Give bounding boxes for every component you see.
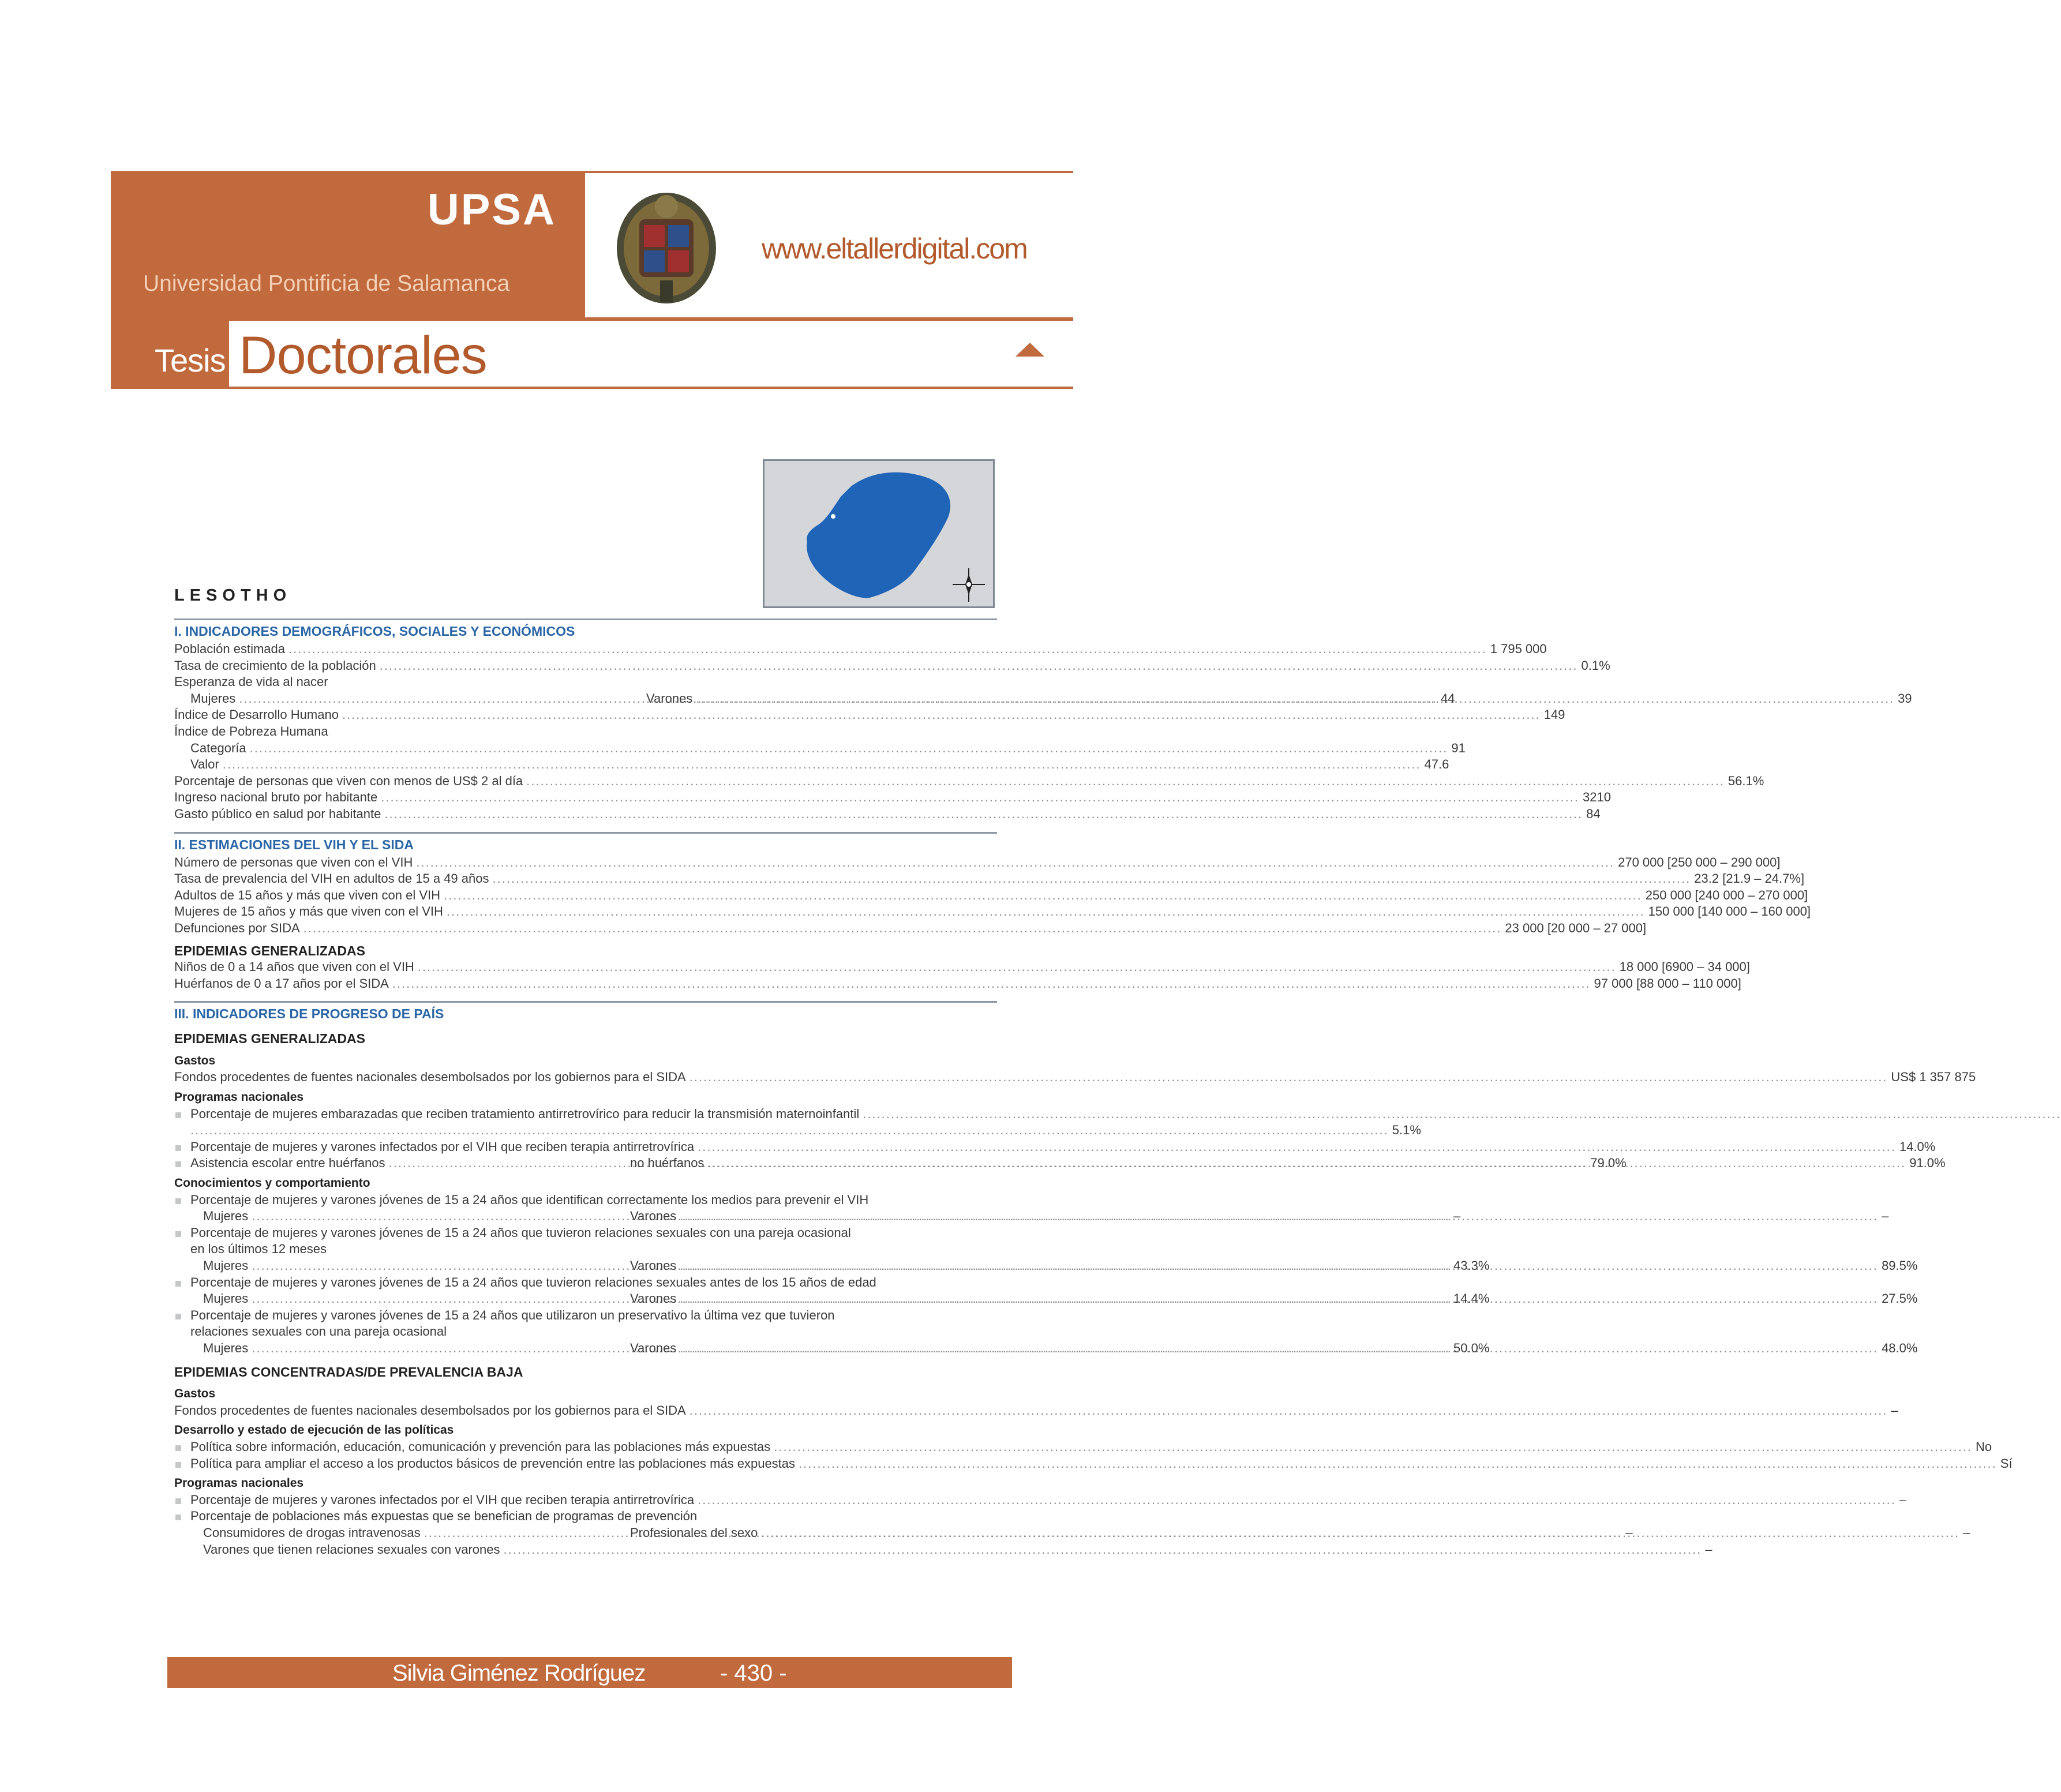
section-title-hiv-estimates: II. ESTIMACIONES DEL VIH Y EL SIDA (174, 837, 414, 852)
indicator-pair: Mujeres ..... – Varones ..... – (174, 1208, 997, 1225)
indicator-label: Esperanza de vida al nacer (174, 674, 328, 689)
header-rule (111, 317, 1073, 321)
bullet-item: Política sobre información, educación, comunicación y prevención para las poblaciones más expuestas ..... No (174, 1439, 997, 1456)
indicator-row: Número de personas que viven con el VIH ..... 270 000 [250 000 – 290 000] (174, 854, 997, 871)
country-map (763, 459, 995, 608)
indicator-row: Huérfanos de 0 a 17 años por el SIDA ..... 97 000 [88 000 – 110 000] (174, 976, 997, 992)
header-rule (111, 387, 1073, 389)
indicator-row: Adultos de 15 años y más que viven con el VIH ..... 250 000 [240 000 – 270 000] (174, 887, 997, 904)
bullet-item: Porcentaje de poblaciones más expuestas que se benefician de programas de prevención (174, 1508, 997, 1525)
compass-rose-icon (953, 568, 985, 602)
page-number: - 430 - (720, 1660, 787, 1686)
indicator-row: Mujeres de 15 años y más que viven con el VIH ..... 150 000 [140 000 – 160 000] (174, 904, 997, 920)
lesotho-map-icon (765, 461, 993, 606)
indicator-pair: Mujeres ..... 14.4% Varones ..... 27.5% (174, 1291, 997, 1307)
bullet-item: Porcentaje de mujeres y varones jóvenes de 15 a 24 años que utilizaron un preservativo la última vez que tuvieron relaciones sexuales con una pareja ocasional (174, 1307, 997, 1340)
indicator-row: Tasa de prevalencia del VIH en adultos de 15 a 49 años ..... 23.2 [21.9 – 24.7%] (174, 871, 997, 887)
bullet-item: Porcentaje de mujeres y varones infectados por el VIH que reciben terapia antirretrovírica ..... – (174, 1492, 997, 1509)
indicator-pair: Mujeres ..... 43.3% Varones ..... 89.5% (174, 1258, 997, 1274)
tesis-label-box (111, 321, 229, 387)
indicator-label: Índice de Pobreza Humana (174, 723, 328, 738)
footer-author: Silvia Giménez Rodríguez (392, 1660, 646, 1686)
country-title: LESOTHO (174, 586, 292, 605)
bullet-item: Porcentaje de mujeres y varones jóvenes de 15 a 24 años que tuvieron relaciones sexuales antes de los 15 años de edad (174, 1274, 997, 1291)
indicator-row: Índice de Desarrollo Humano ..... 149 (174, 707, 997, 723)
bullet-item: Porcentaje de mujeres y varones jóvenes de 15 a 24 años que tuvieron relaciones sexuales con una pareja ocasional en los últimos 12 meses (174, 1225, 997, 1258)
country-profile (174, 616, 2013, 1558)
doctorales-title: Doctorales (239, 326, 487, 385)
indicator-row: Valor ..... 47.6 (174, 756, 997, 773)
subheading: EPIDEMIAS GENERALIZADAS (174, 943, 365, 958)
header-rule (585, 171, 1073, 173)
indicator-row: Tasa de crecimiento de la población ..... 0.1% (174, 658, 997, 674)
subheading: Conocimientos y comportamiento (174, 1176, 370, 1190)
indicator-row: Gasto público en salud por habitante ..... 84 (174, 806, 997, 823)
bullet-item: Porcentaje de mujeres y varones jóvenes de 15 a 24 años que identifican correctamente los medios para prevenir el VIH (174, 1192, 997, 1209)
indicator-pair: Mujeres ..... 50.0% Varones ..... 48.0% (174, 1340, 997, 1357)
indicator-row: Población estimada ..... 1 795 000 (174, 641, 997, 658)
indicator-row: Porcentaje de personas que viven con menos de US$ 2 al día ..... 56.1% (174, 773, 997, 790)
subheading: Programas nacionales (174, 1090, 304, 1104)
indicator-row: Niños de 0 a 14 años que viven con el VIH ..... 18 000 [6900 – 34 000] (174, 959, 997, 976)
bullet-item: Porcentaje de mujeres y varones infectados por el VIH que reciben terapia antirretrovírica ..... 14.0% (174, 1139, 997, 1156)
indicator-pair: Consumidores de drogas intravenosas ..... – Profesionales del sexo ..... – (174, 1525, 997, 1542)
indicator-row: Ingreso nacional bruto por habitante ..... 3210 (174, 789, 997, 806)
subheading: Desarrollo y estado de ejecución de las políticas (174, 1423, 454, 1437)
subheading: Gastos (174, 1054, 216, 1067)
scroll-up-icon[interactable] (1015, 343, 1044, 357)
indicator-row: Fondos procedentes de fuentes nacionales desembolsados por los gobiernos para el SIDA ..... US$ 1 357 875 (174, 1069, 997, 1086)
indicator-row: Categoría ..... 91 (174, 740, 997, 757)
footer-bar (167, 1657, 1012, 1688)
subheading: EPIDEMIAS CONCENTRADAS/DE PREVALENCIA BAJA (174, 1364, 523, 1379)
bullet-item: Porcentaje de mujeres embarazadas que reciben tratamiento antirretrovírico para reducir la transmisión maternoinfantil ..... ..... 5.1% (174, 1106, 997, 1139)
indicator-pair: Mujeres ..... 44 Varones ..... 39 (174, 691, 997, 707)
indicator-row: Defunciones por SIDA ..... 23 000 [20 000 – 27 000] (174, 920, 997, 937)
subheading: EPIDEMIAS GENERALIZADAS (174, 1031, 365, 1047)
header-brand-panel (111, 171, 585, 317)
indicator-pair: Varones que tienen relaciones sexuales con varones ..... – (174, 1542, 997, 1558)
university-name: Universidad Pontificia de Salamanca (143, 271, 510, 296)
brand-logo-text: UPSA (427, 185, 556, 234)
section-title-progress: III. INDICADORES DE PROGRESO DE PAÍS (174, 1006, 444, 1022)
university-crest-icon (612, 183, 721, 308)
indicator-row: Fondos procedentes de fuentes nacionales desembolsados por los gobiernos para el SIDA ..... – (174, 1403, 997, 1419)
website-url[interactable]: www.eltallerdigital.com (762, 233, 1027, 265)
bullet-item: Política para ampliar el acceso a los productos básicos de prevención entre las poblaciones más expuestas ..... Sí (174, 1456, 997, 1472)
subheading: Programas nacionales (174, 1476, 304, 1490)
bullet-item: Asistencia escolar entre huérfanos ..... 79.0% no huérfanos ..... 91.0% (174, 1155, 997, 1172)
section-title-demographics: I. INDICADORES DEMOGRÁFICOS, SOCIALES Y ECONÓMICOS (174, 624, 575, 639)
subheading: Gastos (174, 1387, 216, 1401)
tesis-label: Tesis (155, 342, 226, 378)
